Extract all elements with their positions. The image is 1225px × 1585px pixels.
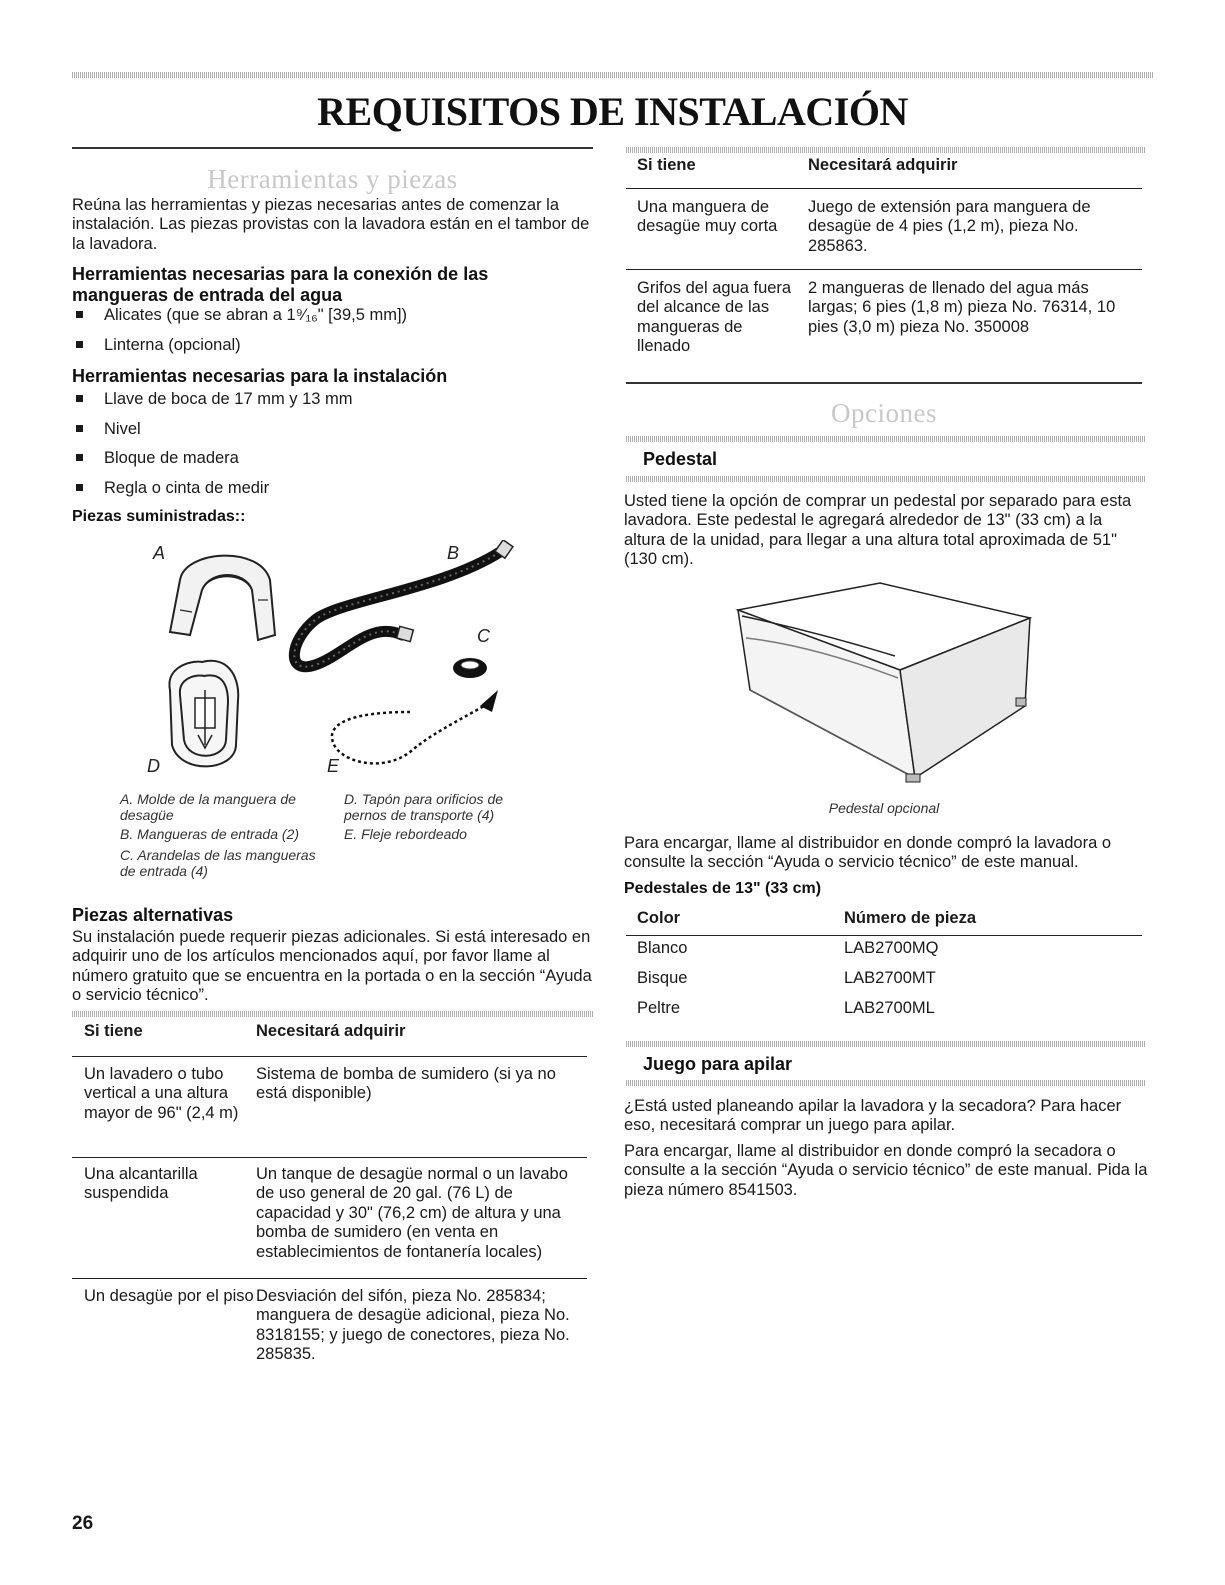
pedestal-heading: Pedestal [643,449,718,469]
page-number: 26 [72,1513,94,1534]
install-tools-list [72,390,592,508]
stack-text-1: ¿Está usted planeando apilar la lavadora y la secadora? Para hacer eso, necesitará comprar un juego para apilar. [624,1097,1122,1135]
section-title-options: Opciones [831,398,937,428]
left-table-top-rule [72,1011,593,1017]
options-rule [626,382,1142,384]
pedestal-color-table [637,909,1142,935]
top-rule [72,72,1153,78]
table-rule [72,1056,587,1057]
table-header: Color Número de pieza [637,909,977,927]
drain-hose-form-icon [170,556,275,640]
figure-label-c: C [477,626,490,646]
alt-parts-heading: Piezas alternativas [72,905,234,925]
figure-label-d: D [147,756,160,776]
list-item: Llave de boca de 17 mm y 13 mm [72,390,592,420]
table-body [637,939,1142,1029]
table-rule [626,188,1142,189]
inlet-hose-icon [294,540,513,667]
parts-illustration [140,540,540,785]
bullet-icon [76,484,83,491]
stack-top-rule [626,1041,1146,1047]
table-row: Una alcantarilla suspendida Un tanque de desagüe normal o un lavabo de uso general de 20 gal. (76 L) de capacidad y 30" (76,2 cm) de altura y una bomba de sumidero (en venta en establecimientos de fontanería locales) [84,1165,568,1261]
alt-parts-intro: Su instalación puede requerir piezas adicionales. Si está interesado en adquirir uno de los artículos mencionados aquí, por favor llame al número gratuito que se encuentra en la portada o en la sección “Ayuda o servicio técnico”. [72,928,592,1005]
tools-intro: Reúna las herramientas y piezas necesarias antes de comenzar la instalación. Las piezas provistas con la lavadora están en el tambor de la lavadora. [72,196,590,253]
list-item: Alicates (que se abran a 1⁹⁄₁₆" [39,5 mm]) [72,306,592,336]
table-header: Si tiene Necesitará adquirir [84,1022,406,1040]
pedestal-illustration [730,578,1040,788]
figure-label-e: E [327,756,340,776]
figure-label-b: B [447,543,460,563]
extension-table [637,156,1142,184]
page-title: REQUISITOS DE INSTALACIÓN [317,89,908,134]
bullet-icon [76,454,83,461]
caption-c: C. Arandelas de las mangueras de entrada (4) [120,847,316,880]
pedestal-order-text: Para encargar, llame al distribuidor en donde compró la lavadora o consulte la sección “Ayuda o servicio técnico” de este manual. [624,834,1112,872]
bullet-icon [76,395,83,402]
bullet-icon [76,341,83,348]
beaded-strap-icon [332,690,498,763]
pedestal-text: Usted tiene la opción de comprar un pedestal por separado para esta lavadora. Este pedestal le agregará alrededor de 13" (33 cm) a la altura de la unidad, para llegar a una altura total aproximada de 51" (130 cm). [624,492,1132,569]
stack-kit-heading: Juego para apilar [643,1054,793,1074]
parts-heading: Piezas suministradas:: [72,508,246,525]
list-item: Regla o cinta de medir [72,479,592,509]
table-row: Peltre LAB2700ML [637,999,935,1017]
stack-bottom-rule [626,1080,1146,1086]
right-table-top-rule [626,147,1146,153]
caption-a: A. Molde de la manguera de desagüe [120,791,296,824]
table-row: Una manguera de desagüe muy corta Juego de extensión para manguera de desagüe de 4 pies (1,2 m), pieza No. 285863. [637,198,1091,255]
list-item: Nivel [72,420,592,450]
figure-label-a: A [153,543,166,563]
table-header: Si tiene Necesitará adquirir [637,156,958,174]
bolt-hole-plug-icon [169,661,238,767]
bullet-icon [76,425,83,432]
pedestal-icon [738,583,1030,778]
bullet-icon [76,311,83,318]
table-rule [72,1278,587,1279]
table-rule [72,1157,587,1158]
table-row: Grifos del agua fuera del alcance de las mangueras de llenado 2 mangueras de llenado del agua más largas; 6 pies (1,8 m) pieza No. 76314, 10 pies (3,0 m) pieza No. 350008 [637,279,1116,356]
install-tools-heading: Herramientas necesarias para la instalación [72,366,448,386]
pedestal-bottom-rule [626,476,1146,482]
caption-b: B. Mangueras de entrada (2) [120,826,299,842]
caption-e: E. Fleje rebordeado [344,826,467,842]
pedestal-top-rule [626,436,1146,442]
table-row: Un lavadero o tubo vertical a una altura mayor de 96" (2,4 m) Sistema de bomba de sumidero (si ya no está disponible) [84,1065,556,1122]
hose-tools-list [72,306,592,365]
table-row: Bisque LAB2700MT [637,969,936,987]
table-rule [626,269,1142,270]
washer-icon [453,658,487,678]
pedestal-caption: Pedestal opcional [828,800,940,816]
list-item: Bloque de madera [72,449,592,479]
alt-parts-table [84,1022,592,1052]
table-row: Un desagüe por el piso Desviación del sifón, pieza No. 285834; manguera de desagüe adicional, pieza No. 8318155; y juego de conectores, pieza No. 285835. [84,1287,570,1364]
section-title-tools: Herramientas y piezas [207,164,458,194]
table-rule [626,935,1142,936]
stack-text-2: Para encargar, llame al distribuidor en donde compró la secadora o consulte a la sección “Ayuda o servicio técnico” de este manual. Pida la pieza número 8541503. [624,1142,1148,1199]
list-item: Linterna (opcional) [72,336,592,366]
left-section-rule [72,147,593,149]
pedestals-13-heading: Pedestales de 13" (33 cm) [624,880,822,897]
hose-tools-heading: Herramientas necesarias para la conexión de las mangueras de entrada del agua [72,264,489,305]
table-row: Blanco LAB2700MQ [637,939,939,957]
caption-d: D. Tapón para orificios de pernos de transporte (4) [344,791,504,824]
